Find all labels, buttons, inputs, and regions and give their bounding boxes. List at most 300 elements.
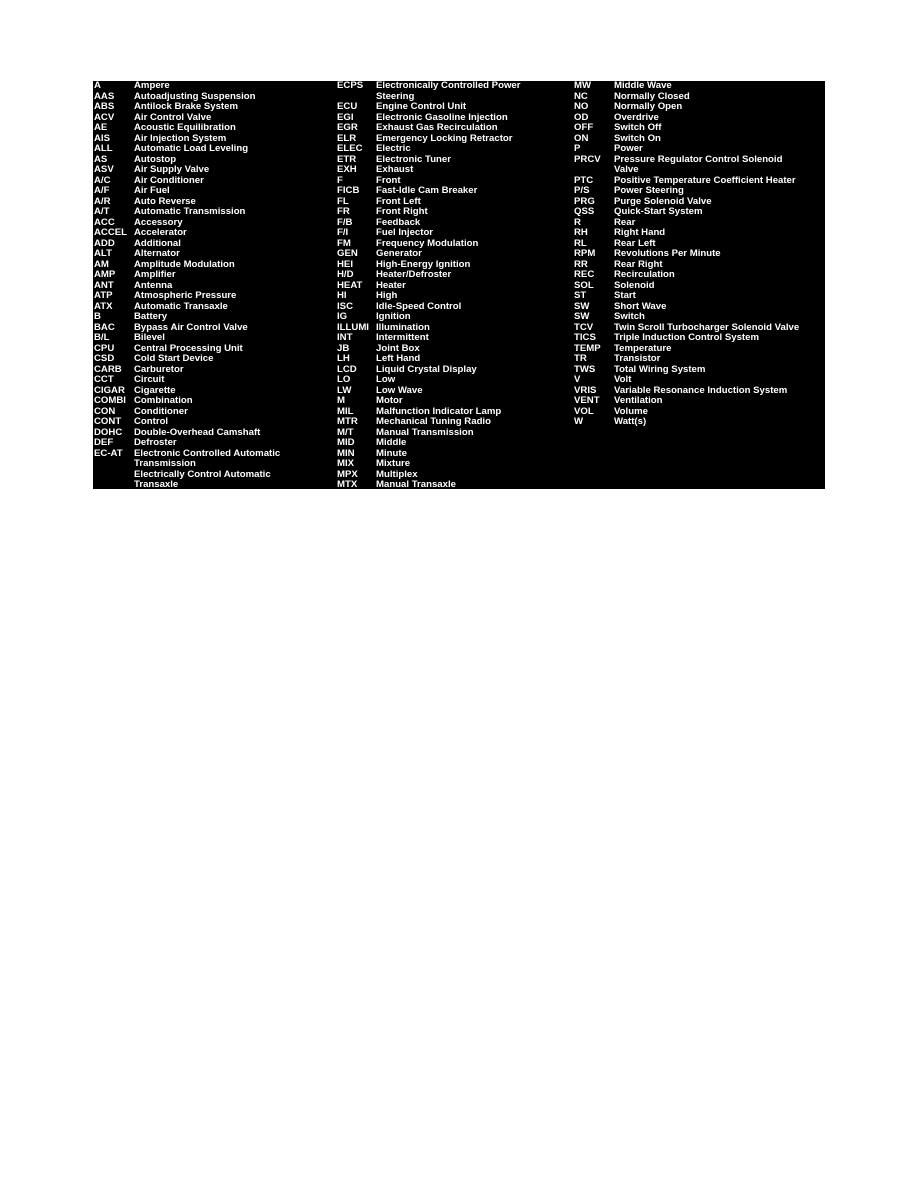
abbreviation-meaning: Minute: [376, 447, 407, 459]
abbreviation-meaning: Conditioner: [134, 405, 188, 417]
abbreviation-meaning: Electronic Tuner: [376, 153, 451, 165]
abbreviation-meaning: High-Energy Ignition: [376, 258, 471, 270]
abbreviation-meaning: Air Injection System: [134, 132, 227, 144]
abbreviation: MTR: [337, 416, 358, 427]
abbreviation-meaning: Ignition: [376, 311, 411, 322]
glossary-row: [574, 312, 825, 323]
abbreviation-meaning: Power Steering: [614, 185, 684, 196]
glossary-row: [574, 218, 825, 229]
abbreviation: W: [574, 416, 584, 427]
abbreviation: RR: [574, 258, 588, 270]
glossary-row: [93, 123, 333, 134]
abbreviation: B/L: [94, 332, 110, 343]
abbreviation-meaning: Triple Induction Control System: [614, 332, 759, 343]
glossary-row: [93, 81, 333, 92]
abbreviation: P: [574, 143, 581, 154]
abbreviation-meaning: Front Right: [376, 206, 428, 217]
abbreviation-meaning: Accessory: [134, 216, 183, 228]
glossary-row: [574, 228, 825, 239]
abbreviation-meaning: Purge Solenoid Valve: [614, 195, 712, 207]
glossary-row: [337, 396, 577, 407]
abbreviation: A/C: [94, 174, 111, 186]
abbreviation-meaning: Central Processing Unit: [134, 342, 243, 354]
abbreviation-meaning: Cigarette: [134, 384, 176, 396]
abbreviation-meaning: Heater/Defroster: [376, 269, 452, 280]
glossary-row: [574, 281, 825, 292]
abbreviation: RL: [574, 237, 587, 249]
glossary-row: [337, 186, 577, 197]
abbreviation: AIS: [94, 132, 110, 144]
glossary-row: [337, 449, 577, 460]
abbreviation-meaning: Rear Right: [614, 258, 663, 270]
glossary-row: [574, 134, 825, 145]
glossary-row: [574, 123, 825, 134]
abbreviation: EGI: [337, 111, 354, 123]
abbreviation: F/B: [337, 216, 353, 228]
glossary-row: [337, 323, 577, 334]
abbreviation-meaning: Positive Temperature Coefficient Heater: [614, 174, 796, 186]
abbreviation-meaning: Rear: [614, 216, 636, 228]
abbreviation: ALT: [94, 248, 112, 259]
abbreviation: EGR: [337, 122, 358, 133]
glossary-row: [337, 302, 577, 313]
abbreviation: JB: [337, 342, 350, 354]
abbreviation-column-3: [574, 81, 825, 428]
abbreviation-meaning: Transistor: [614, 353, 661, 364]
glossary-row: [93, 176, 333, 187]
abbreviation-meaning: Additional: [134, 237, 181, 249]
abbreviation: ISC: [337, 300, 353, 312]
abbreviation: A/R: [94, 195, 111, 207]
glossary-row: [574, 270, 825, 281]
abbreviation: ELR: [337, 132, 357, 144]
glossary-row: [337, 239, 577, 250]
abbreviation-meaning: Electronic Gasoline Injection: [376, 111, 508, 123]
glossary-row: [337, 155, 577, 166]
glossary-row: [93, 302, 333, 313]
glossary-row: [337, 165, 577, 176]
abbreviation-meaning: Ventilation: [614, 395, 663, 406]
abbreviation: DEF: [94, 437, 114, 448]
glossary-row: [337, 260, 577, 271]
abbreviation: HEAT: [337, 279, 363, 291]
abbreviation-meaning: Automatic Transmission: [134, 206, 246, 217]
abbreviation: BAC: [94, 321, 115, 333]
abbreviation: TCV: [574, 321, 594, 333]
abbreviation: LW: [337, 384, 352, 396]
abbreviation-meaning: Air Fuel: [134, 185, 170, 196]
abbreviation-meaning: Transaxle: [134, 479, 179, 489]
abbreviation: V: [574, 374, 581, 385]
abbreviation-table: [93, 81, 825, 489]
glossary-row: [337, 428, 577, 439]
abbreviation-meaning: Carburetor: [134, 363, 184, 375]
abbreviation: CCT: [94, 374, 114, 385]
abbreviation-meaning: Short Wave: [614, 300, 667, 312]
abbreviation: COMBI: [94, 395, 126, 406]
glossary-row: [93, 144, 333, 155]
abbreviation: A/T: [94, 206, 110, 217]
abbreviation: ECU: [337, 101, 358, 112]
abbreviation: CPU: [94, 342, 115, 354]
glossary-row: [93, 249, 333, 260]
glossary-row: [93, 186, 333, 197]
abbreviation: FL: [337, 195, 349, 207]
glossary-row: [337, 470, 577, 481]
abbreviation-meaning: Autoadjusting Suspension: [134, 90, 256, 102]
abbreviation: MTX: [337, 479, 358, 489]
glossary-row: [93, 207, 333, 218]
abbreviation: PRG: [574, 195, 595, 207]
abbreviation-meaning: Overdrive: [614, 111, 659, 123]
glossary-row: [93, 396, 333, 407]
abbreviation: FM: [337, 237, 351, 249]
abbreviation-meaning: Feedback: [376, 216, 421, 228]
glossary-row: [337, 228, 577, 239]
abbreviation-meaning: Multiplex: [376, 468, 418, 480]
abbreviation: RPM: [574, 248, 596, 259]
abbreviation: REC: [574, 269, 595, 280]
abbreviation-meaning: Illumination: [376, 321, 430, 333]
abbreviation-meaning: Start: [614, 290, 636, 301]
abbreviation-meaning: Temperature: [614, 342, 672, 354]
abbreviation: R: [574, 216, 581, 228]
glossary-row: [337, 207, 577, 218]
abbreviation-meaning: Frequency Modulation: [376, 237, 479, 249]
glossary-row: [574, 249, 825, 260]
glossary-row: [574, 417, 825, 428]
glossary-row: [93, 480, 333, 489]
abbreviation: HI: [337, 290, 347, 301]
abbreviation: CSD: [94, 353, 115, 364]
glossary-row: [337, 218, 577, 229]
abbreviation: CIGAR: [94, 384, 125, 396]
abbreviation-meaning: Automatic Load Leveling: [134, 143, 249, 154]
glossary-row: [574, 113, 825, 124]
abbreviation-meaning: Left Hand: [376, 353, 421, 364]
abbreviation-meaning: Right Hand: [614, 227, 666, 238]
glossary-row: [93, 270, 333, 281]
abbreviation-meaning: Intermittent: [376, 332, 429, 343]
abbreviation-meaning: Steering: [376, 90, 415, 102]
abbreviation: VRIS: [574, 384, 597, 396]
glossary-row: [93, 470, 333, 481]
abbreviation-meaning: Rear Left: [614, 237, 656, 249]
glossary-row: [93, 449, 333, 460]
abbreviation: MID: [337, 437, 355, 448]
glossary-row: [93, 459, 333, 470]
abbreviation: ACC: [94, 216, 115, 228]
abbreviation-meaning: Switch Off: [614, 122, 662, 133]
abbreviation-meaning: Mixture: [376, 458, 411, 469]
abbreviation: ALL: [94, 143, 113, 154]
abbreviation-meaning: Transmission: [134, 458, 196, 469]
glossary-row: [337, 197, 577, 208]
abbreviation-meaning: Volume: [614, 405, 648, 417]
abbreviation-meaning: Watt(s): [614, 416, 647, 427]
abbreviation: FR: [337, 206, 350, 217]
glossary-row: [337, 438, 577, 449]
abbreviation-meaning: Front Left: [376, 195, 421, 207]
glossary-row: [337, 144, 577, 155]
glossary-row: [574, 260, 825, 271]
abbreviation-meaning: Liquid Crystal Display: [376, 363, 477, 375]
glossary-row: [574, 144, 825, 155]
abbreviation: ABS: [94, 101, 115, 112]
abbreviation: LO: [337, 374, 351, 385]
glossary-row: [337, 281, 577, 292]
abbreviation-meaning: Fast-Idle Cam Breaker: [376, 185, 478, 196]
abbreviation: M/T: [337, 426, 354, 438]
abbreviation-meaning: Total Wiring System: [614, 363, 706, 375]
abbreviation-meaning: Recirculation: [614, 269, 675, 280]
glossary-row: [93, 155, 333, 166]
abbreviation: ILLUMI: [337, 321, 369, 333]
abbreviation: AM: [94, 258, 109, 270]
glossary-row: [574, 165, 825, 176]
glossary-row: [337, 386, 577, 397]
abbreviation: ATP: [94, 290, 113, 301]
abbreviation-meaning: Emergency Locking Retractor: [376, 132, 513, 144]
glossary-row: [337, 291, 577, 302]
glossary-row: [93, 428, 333, 439]
abbreviation: VENT: [574, 395, 600, 406]
abbreviation-meaning: Automatic Transaxle: [134, 300, 228, 312]
abbreviation-column-2: [337, 81, 577, 489]
glossary-row: [574, 207, 825, 218]
abbreviation-meaning: Antenna: [134, 279, 173, 291]
abbreviation-meaning: Normally Closed: [614, 90, 690, 102]
glossary-row: [574, 344, 825, 355]
abbreviation-meaning: Volt: [614, 374, 632, 385]
abbreviation-meaning: Air Supply Valve: [134, 164, 210, 175]
abbreviation: MIL: [337, 405, 354, 417]
abbreviation: TEMP: [574, 342, 601, 354]
abbreviation-meaning: Electronic Controlled Automatic: [134, 447, 281, 459]
glossary-row: [93, 365, 333, 376]
abbreviation-meaning: Front: [376, 174, 401, 186]
abbreviation-meaning: Switch: [614, 311, 645, 322]
glossary-row: [574, 186, 825, 197]
abbreviation-meaning: Low: [376, 374, 396, 385]
abbreviation-meaning: Electric: [376, 143, 411, 154]
abbreviation-meaning: Exhaust Gas Recirculation: [376, 122, 498, 133]
glossary-row: [337, 417, 577, 428]
abbreviation-meaning: Motor: [376, 395, 403, 406]
abbreviation: IG: [337, 311, 348, 322]
abbreviation: ELEC: [337, 143, 363, 154]
abbreviation: HEI: [337, 258, 353, 270]
glossary-row: [93, 291, 333, 302]
abbreviation: ADD: [94, 237, 115, 249]
abbreviation-column-1: [93, 81, 333, 489]
glossary-row: [337, 375, 577, 386]
abbreviation: ST: [574, 290, 587, 301]
abbreviation: ACCEL: [94, 227, 128, 238]
abbreviation-meaning: Autostop: [134, 153, 177, 165]
abbreviation-meaning: Air Control Valve: [134, 111, 212, 123]
abbreviation-meaning: Bypass Air Control Valve: [134, 321, 248, 333]
glossary-row: [337, 354, 577, 365]
abbreviation-meaning: Combination: [134, 395, 193, 406]
abbreviation-meaning: Defroster: [134, 437, 177, 448]
abbreviation-meaning: Power: [614, 143, 643, 154]
glossary-row: [93, 386, 333, 397]
abbreviation-meaning: Bilevel: [134, 332, 165, 343]
abbreviation-meaning: Pressure Regulator Control Solenoid: [614, 153, 783, 165]
abbreviation: SW: [574, 311, 590, 322]
abbreviation-meaning: Cold Start Device: [134, 353, 214, 364]
abbreviation-meaning: Accelerator: [134, 227, 187, 238]
abbreviation-meaning: Electrically Control Automatic: [134, 468, 271, 480]
abbreviation-meaning: Revolutions Per Minute: [614, 248, 721, 259]
abbreviation-meaning: Manual Transaxle: [376, 479, 456, 489]
glossary-row: [93, 239, 333, 250]
glossary-row: [574, 102, 825, 113]
abbreviation: AAS: [94, 90, 115, 102]
abbreviation: A/F: [94, 185, 110, 196]
glossary-row: [574, 81, 825, 92]
abbreviation: LCD: [337, 363, 357, 375]
abbreviation-meaning: Low Wave: [376, 384, 423, 396]
glossary-row: [574, 354, 825, 365]
abbreviation-meaning: Air Conditioner: [134, 174, 204, 186]
abbreviation: INT: [337, 332, 353, 343]
abbreviation-meaning: Double-Overhead Camshaft: [134, 426, 261, 438]
abbreviation: MW: [574, 81, 592, 91]
abbreviation-meaning: Variable Resonance Induction System: [614, 384, 788, 396]
glossary-row: [93, 228, 333, 239]
abbreviation-meaning: Ampere: [134, 81, 170, 91]
glossary-row: [337, 312, 577, 323]
glossary-row: [337, 102, 577, 113]
abbreviation: ATX: [94, 300, 113, 312]
abbreviation-meaning: Valve: [614, 164, 639, 175]
glossary-row: [574, 375, 825, 386]
abbreviation-meaning: Antilock Brake System: [134, 101, 238, 112]
glossary-row: [93, 407, 333, 418]
abbreviation-meaning: Mechanical Tuning Radio: [376, 416, 491, 427]
abbreviation: ACV: [94, 111, 115, 123]
abbreviation-meaning: Switch On: [614, 132, 661, 144]
abbreviation: TR: [574, 353, 587, 364]
abbreviation: ETR: [337, 153, 357, 165]
glossary-row: [337, 81, 577, 92]
abbreviation: A: [94, 81, 101, 91]
abbreviation-meaning: Solenoid: [614, 279, 655, 291]
abbreviation: NO: [574, 101, 589, 112]
abbreviation: OD: [574, 111, 589, 123]
abbreviation: MPX: [337, 468, 358, 480]
abbreviation: CARB: [94, 363, 122, 375]
glossary-row: [574, 407, 825, 418]
glossary-row: [93, 165, 333, 176]
abbreviation: B: [94, 311, 101, 322]
abbreviation: OFF: [574, 122, 594, 133]
abbreviation-meaning: Alternator: [134, 248, 180, 259]
abbreviation: VOL: [574, 405, 594, 417]
abbreviation: CONT: [94, 416, 122, 427]
glossary-row: [93, 260, 333, 271]
abbreviation: H/D: [337, 269, 354, 280]
glossary-row: [337, 134, 577, 145]
glossary-row: [93, 218, 333, 229]
glossary-row: [574, 365, 825, 376]
abbreviation: MIX: [337, 458, 355, 469]
abbreviation: MIN: [337, 447, 355, 459]
glossary-row: [93, 417, 333, 428]
abbreviation: P/S: [574, 185, 590, 196]
abbreviation: ON: [574, 132, 589, 144]
abbreviation-meaning: Idle-Speed Control: [376, 300, 462, 312]
abbreviation: SOL: [574, 279, 594, 291]
abbreviation-meaning: Control: [134, 416, 169, 427]
abbreviation: QSS: [574, 206, 595, 217]
abbreviation-meaning: Circuit: [134, 374, 165, 385]
abbreviation: NC: [574, 90, 588, 102]
abbreviation-meaning: Generator: [376, 248, 422, 259]
glossary-row: [337, 270, 577, 281]
abbreviation: SW: [574, 300, 590, 312]
abbreviation-meaning: Amplifier: [134, 269, 176, 280]
glossary-row: [574, 396, 825, 407]
glossary-row: [574, 386, 825, 397]
abbreviation-meaning: Auto Reverse: [134, 195, 196, 207]
abbreviation: TWS: [574, 363, 596, 375]
glossary-row: [93, 333, 333, 344]
abbreviation: RH: [574, 227, 588, 238]
glossary-row: [574, 176, 825, 187]
glossary-row: [93, 375, 333, 386]
abbreviation-meaning: Atmospheric Pressure: [134, 290, 237, 301]
glossary-row: [93, 312, 333, 323]
glossary-row: [337, 480, 577, 489]
glossary-row: [93, 354, 333, 365]
glossary-row: [337, 249, 577, 260]
abbreviation-meaning: Joint Box: [376, 342, 420, 354]
glossary-row: [574, 291, 825, 302]
abbreviation-meaning: Amplitude Modulation: [134, 258, 235, 270]
abbreviation: PTC: [574, 174, 594, 186]
abbreviation: F/I: [337, 227, 349, 238]
abbreviation-meaning: Engine Control Unit: [376, 101, 467, 112]
abbreviation: ECPS: [337, 81, 364, 91]
abbreviation-meaning: Acoustic Equilibration: [134, 122, 236, 133]
abbreviation-meaning: Twin Scroll Turbocharger Solenoid Valve: [614, 321, 800, 333]
glossary-row: [93, 323, 333, 334]
glossary-row: [93, 102, 333, 113]
abbreviation: CON: [94, 405, 116, 417]
glossary-row: [337, 344, 577, 355]
abbreviation: FICB: [337, 185, 360, 196]
abbreviation: ANT: [94, 279, 114, 291]
abbreviation: ASV: [94, 164, 114, 175]
glossary-row: [337, 333, 577, 344]
abbreviation: LH: [337, 353, 350, 364]
abbreviation-meaning: Battery: [134, 311, 168, 322]
glossary-row: [574, 333, 825, 344]
abbreviation-meaning: Fuel Injector: [376, 227, 434, 238]
abbreviation-meaning: Exhaust: [376, 164, 414, 175]
abbreviation-meaning: High: [376, 290, 398, 301]
abbreviation: DOHC: [94, 426, 123, 438]
glossary-row: [93, 438, 333, 449]
glossary-row: [337, 123, 577, 134]
abbreviation-meaning: Normally Open: [614, 101, 683, 112]
abbreviation-meaning: Quick-Start System: [614, 206, 703, 217]
abbreviation: AE: [94, 122, 108, 133]
abbreviation-meaning: Heater: [376, 279, 406, 291]
